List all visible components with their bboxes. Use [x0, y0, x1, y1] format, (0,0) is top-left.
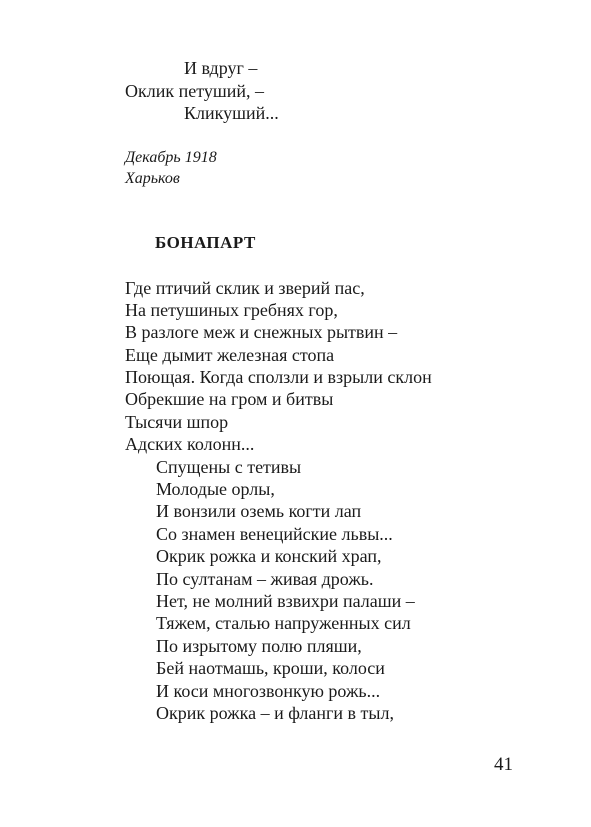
poem-line: Со знамен венецийские львы... — [156, 524, 393, 544]
poem-place: Харьков — [125, 170, 180, 187]
previous-poem-line: Кликуший... — [184, 103, 279, 123]
poem-line: Тяжем, сталью напруженных сил — [156, 613, 411, 633]
previous-poem-line: И вдруг – — [184, 58, 258, 78]
poem-line: И коси многозвонкую рожь... — [156, 681, 381, 701]
poem-line: Поющая. Когда сползли и взрыли склон — [125, 367, 432, 387]
poem-date: Декабрь 1918 — [125, 149, 217, 166]
poem-line: Спущены с тетивы — [156, 457, 302, 477]
poem-line: По изрытому полю пляши, — [156, 636, 362, 656]
poem-line: Адских колонн... — [125, 434, 255, 454]
poem-line: Еще дымит железная стопа — [125, 345, 335, 365]
poem-line: Где птичий склик и зверий пас, — [125, 278, 365, 298]
poem-line: Нет, не молний взвихри палаши – — [156, 591, 415, 611]
page-number: 41 — [494, 754, 513, 775]
poem-line: Окрик рожка и конский храп, — [156, 546, 382, 566]
poem-line: В разлоге меж и снежных рытвин – — [125, 322, 398, 342]
previous-poem-line: Оклик петуший, – — [125, 81, 264, 101]
poem-line: На петушиных гребнях гор, — [125, 300, 338, 320]
poem-line: По султанам – живая дрожь. — [156, 569, 374, 589]
poem-title: БОНАПАРТ — [155, 233, 256, 252]
poem-line: Молодые орлы, — [156, 479, 275, 499]
poem-line: Окрик рожка – и фланги в тыл, — [156, 703, 394, 723]
poem-line: Обрекшие на гром и битвы — [125, 389, 334, 409]
poem-line: Тысячи шпор — [125, 412, 229, 432]
poem-line: Бей наотмашь, кроши, колоси — [156, 658, 385, 678]
poem-line: И вонзили оземь когти лап — [156, 501, 362, 521]
